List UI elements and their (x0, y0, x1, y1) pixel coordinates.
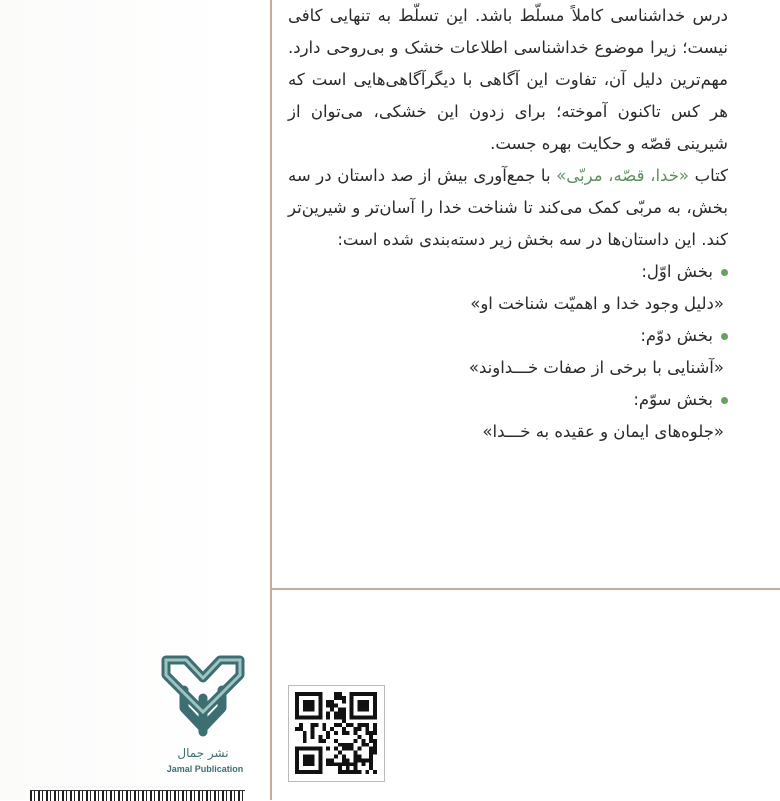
section-2-subtitle: «آشنایی با برخی از صفات خـــداوند» (468, 358, 724, 377)
section-2-heading (288, 320, 728, 352)
section-3-subtitle: «جلوه‌های ایمان و عقیده به خـــدا» (482, 422, 724, 441)
publisher-name-fa: نشر جمال (177, 746, 229, 760)
book-description-suffix: با جمع‌آوری بیش از صد داستان در سه بخش، به مربّی کمک می‌کند تا شناخت خدا را آسان‌تر و شیرین‌تر کند. این داستان‌ها در سه بخش زیر دسته‌بندی شده است: (288, 166, 728, 249)
section-3-title: بخش سوّم: (633, 390, 713, 409)
book-description-prefix: کتاب (689, 166, 729, 185)
blurb-text (288, 0, 728, 580)
bullet-icon (721, 397, 728, 404)
horizontal-rule (270, 588, 780, 590)
section-1-subtitle: «دلیل وجود خدا و اهمیّت شناخت او» (470, 294, 724, 313)
section-2-title: بخش دوّم: (640, 326, 713, 345)
bullet-icon (721, 269, 728, 276)
section-3-heading (288, 384, 728, 416)
publisher-logo-icon (158, 650, 248, 755)
section-1-heading (288, 256, 728, 288)
qr-code-icon (288, 685, 385, 782)
publisher-name-en: Jamal Publication (166, 764, 244, 774)
book-description-paragraph (288, 160, 728, 256)
section-1-title: بخش اوّل: (641, 262, 713, 281)
bullet-icon (721, 333, 728, 340)
book-title: «خدا، قصّه، مربّی» (556, 166, 689, 185)
vertical-rule (270, 0, 272, 800)
intro-paragraph: درس خداشناسی کاملاً مسلّط باشد. این تسلّط به تنهایی کافی نیست؛ زیرا موضوع خداشناسی اطلاعات خشک و بی‌روحی دارد. مهم‌ترین دلیل آن، تفاوت این آگاهی با دیگرآگاهی‌هایی است که هر کس تاکنون آموخته؛ برای زدون این خشکی، می‌توان از شیرینی قصّه و حکایت بهره جست. (288, 6, 728, 153)
barcode-icon (30, 790, 245, 801)
